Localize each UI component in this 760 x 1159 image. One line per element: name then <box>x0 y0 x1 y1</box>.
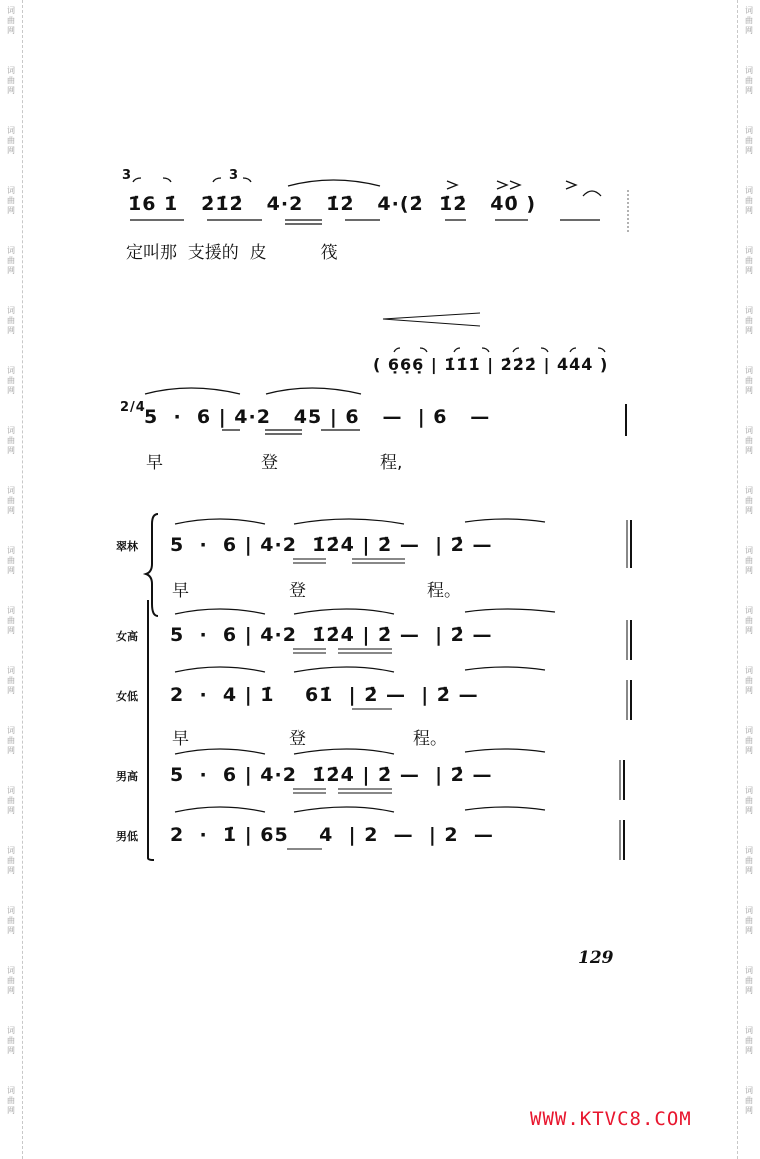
lyric-syllable: 早 <box>172 581 189 601</box>
part-label: 女低 <box>116 690 138 703</box>
part-label: 男高 <box>116 770 138 783</box>
watermark-glyphs: 词 曲 网 <box>7 426 15 455</box>
watermark-glyphs: 词 曲 网 <box>745 66 753 95</box>
watermark-glyphs: 词 曲 网 <box>745 966 753 995</box>
watermark-glyphs: 词 曲 网 <box>7 6 15 35</box>
intro-notes: ( 6̣6̣6̣ | 1̇1̇1̇ | 2̇2̇2̇ | 4̇4̇4̇ ) <box>373 355 609 374</box>
watermark-glyphs: 词 曲 网 <box>745 1026 753 1055</box>
lyric-syllable: 早 <box>146 453 163 473</box>
watermark-glyphs: 词 曲 网 <box>745 846 753 875</box>
lyric-syllable: 程。 <box>413 729 447 749</box>
watermark-glyphs: 词 曲 网 <box>745 786 753 815</box>
watermark-glyphs: 词 曲 网 <box>7 246 15 275</box>
watermark-glyphs: 词 曲 网 <box>745 606 753 635</box>
watermark-glyphs: 词 曲 网 <box>7 846 15 875</box>
watermark-glyphs: 词 曲 网 <box>745 306 753 335</box>
watermark-glyphs: 词 曲 网 <box>7 966 15 995</box>
part-notes: 2 · 4 | 1̇ 61̇ | 2̇ — | 2̇ — <box>170 684 479 706</box>
watermark-glyphs: 词 曲 网 <box>7 1026 15 1055</box>
part-notes: 5 · 6 | 4·2 1̇2̇4̇ | 2̇ — | 2̇ — <box>170 764 493 786</box>
barline <box>625 404 627 436</box>
watermark-glyphs: 词 曲 网 <box>7 186 15 215</box>
watermark-glyphs: 词 曲 网 <box>745 726 753 755</box>
watermark-glyphs: 词 曲 网 <box>7 786 15 815</box>
watermark-glyphs: 词 曲 网 <box>745 906 753 935</box>
watermark-glyphs: 词 曲 网 <box>7 366 15 395</box>
triplet-mark: 3 <box>122 168 133 183</box>
watermark-glyphs: 词 曲 网 <box>7 306 15 335</box>
part-label: 女高 <box>116 630 138 643</box>
part-notes: 5 · 6 | 4·2 1̇2̇4̇ | 2̇ — | 2̇ — <box>170 624 493 646</box>
watermark-glyphs: 词 曲 网 <box>745 1086 753 1115</box>
watermark-glyphs: 词 曲 网 <box>745 486 753 515</box>
watermark-glyphs: 词 曲 网 <box>7 486 15 515</box>
page-number: 129 <box>578 948 614 968</box>
watermark-glyphs: 词 曲 网 <box>745 246 753 275</box>
watermark-glyphs: 词 曲 网 <box>7 606 15 635</box>
watermark-glyphs: 词 曲 网 <box>7 726 15 755</box>
lyric-syllable: 程。 <box>427 581 461 601</box>
triplet-mark: 3 <box>229 168 240 183</box>
system-1-lyrics: 定叫那 支援的 皮 筏 <box>126 243 338 263</box>
lyric-syllable: 早 <box>172 729 189 749</box>
watermark-glyphs: 词 曲 网 <box>7 546 15 575</box>
watermark-glyphs: 词 曲 网 <box>745 186 753 215</box>
lyric-syllable: 登 <box>261 453 278 473</box>
part-notes: 2 · 1̇ | 65 4 | 2 — | 2 — <box>170 824 494 846</box>
part-notes: 5 · 6 | 4·2 1̇2̇4̇ | 2̇ — | 2̇ — <box>170 534 493 556</box>
watermark-glyphs: 词 曲 网 <box>745 426 753 455</box>
watermark-glyphs: 词 曲 网 <box>745 126 753 155</box>
system-1-marks <box>0 0 760 300</box>
lyric-syllable: 登 <box>289 729 306 749</box>
watermark-glyphs: 词 曲 网 <box>7 1086 15 1115</box>
time-signature: 2/4 <box>120 400 146 415</box>
lyric-syllable: 程, <box>380 453 403 473</box>
watermark-glyphs: 词 曲 网 <box>745 546 753 575</box>
part-label: 男低 <box>116 830 138 843</box>
watermark-glyphs: 词 曲 网 <box>7 126 15 155</box>
watermark-glyphs: 词 曲 网 <box>7 66 15 95</box>
system-1-notes: 1̇6 1̇ 2̇1̇2̇ 4·2 1̇2̇ 4·(2̇ 1̇2̇ 4̇0̇ ) <box>128 193 537 215</box>
watermark-glyphs: 词 曲 网 <box>7 906 15 935</box>
watermark-glyphs: 词 曲 网 <box>745 6 753 35</box>
watermark-glyphs: 词 曲 网 <box>7 666 15 695</box>
part-label: 翠林 <box>116 540 138 553</box>
site-watermark: WWW.KTVC8.COM <box>530 1108 692 1130</box>
system-2-notes: 5 · 6 | 4·2 45 | 6 — | 6 — <box>144 406 491 428</box>
lyric-syllable: 登 <box>289 581 306 601</box>
watermark-glyphs: 词 曲 网 <box>745 366 753 395</box>
watermark-glyphs: 词 曲 网 <box>745 666 753 695</box>
